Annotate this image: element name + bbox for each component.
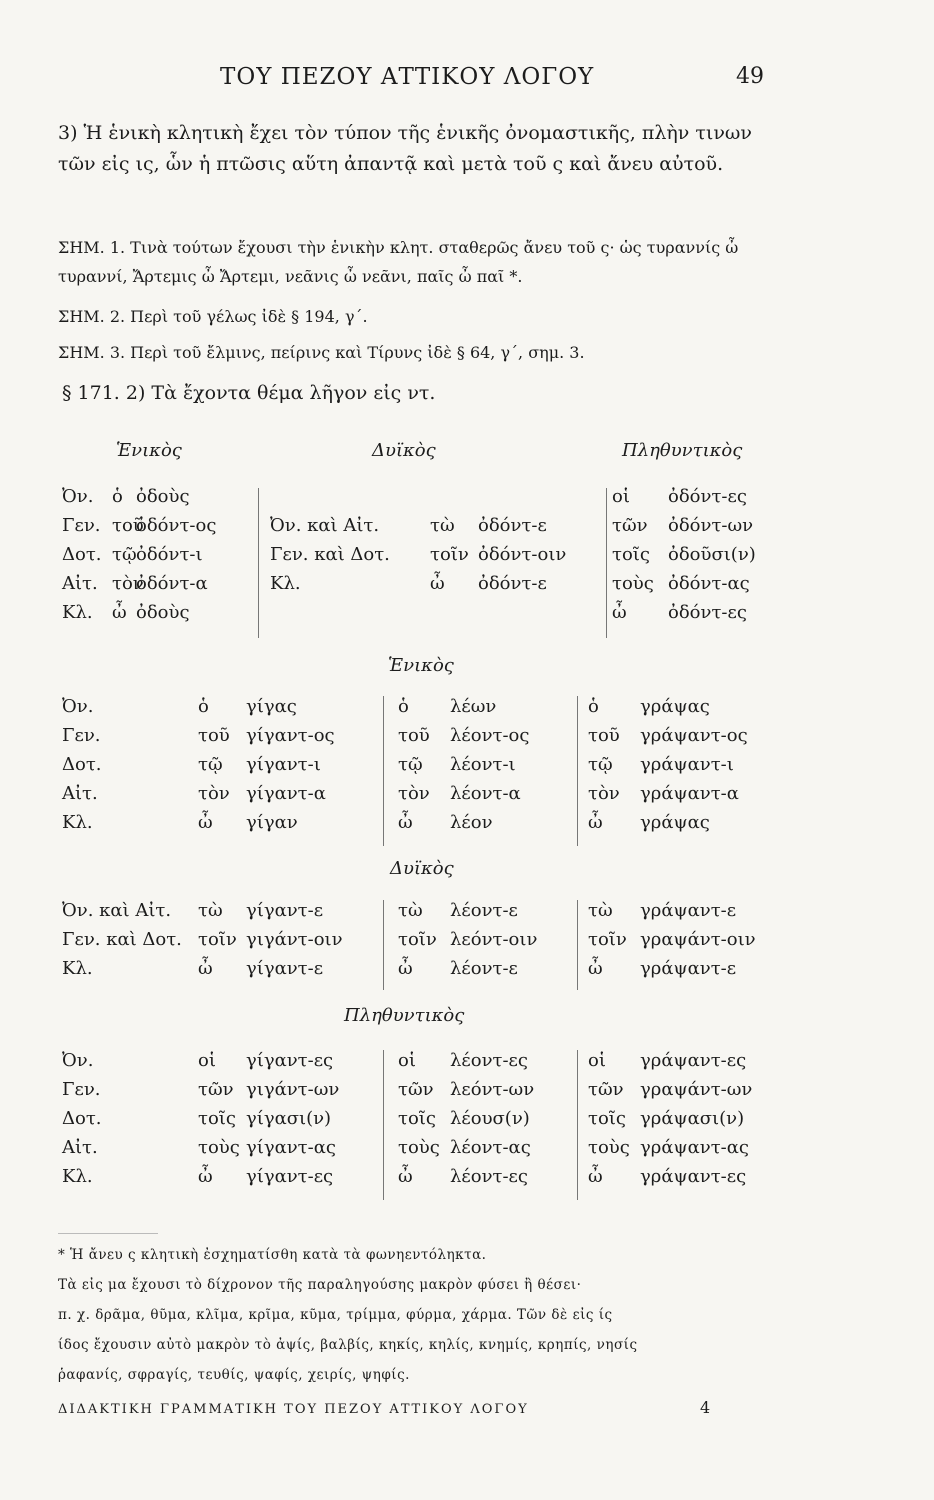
case-label: Αἰτ. — [62, 573, 98, 594]
article: οἱ — [612, 486, 630, 507]
article: τῶν — [398, 1079, 434, 1100]
word-form: ὀδόντ-ε — [478, 573, 547, 594]
case-label: Γεν. καὶ Δοτ. — [270, 544, 390, 565]
case-label: Δοτ. — [62, 1108, 102, 1129]
word-form: γίγαντ-α — [246, 783, 326, 804]
article: ὦ — [398, 958, 413, 979]
article: ὦ — [398, 1166, 413, 1187]
word-form: λέον — [450, 812, 493, 833]
word-form: ὀδόντ-ων — [668, 515, 754, 536]
odous-dual-head: Δυϊκὸς — [372, 440, 436, 461]
case-label: Ὀν. καὶ Αἰτ. — [62, 900, 172, 921]
article: ὦ — [198, 812, 213, 833]
word-form: ὀδοὺς — [136, 602, 190, 623]
article: τοῖς — [398, 1108, 436, 1129]
column-divider — [577, 1050, 578, 1200]
article: τοῖς — [612, 544, 650, 565]
word-form: γράψαντ-ε — [640, 958, 737, 979]
case-label: Αἰτ. — [62, 783, 98, 804]
article: τοῖν — [398, 929, 437, 950]
word-form: γίγαντ-ε — [246, 958, 324, 979]
word-form: γίγαν — [246, 812, 298, 833]
odous-singular-head: Ἑνικὸς — [116, 440, 182, 461]
column-divider — [577, 696, 578, 846]
word-form: γίγαντ-ας — [246, 1137, 336, 1158]
article: ὦ — [588, 1166, 603, 1187]
column-divider — [383, 696, 384, 846]
footnote-line: Τὰ εἰς μα ἔχουσι τὸ δίχρονον τῆς παραληγούσης μακρὸν φύσει ἢ θέσει· — [58, 1277, 582, 1293]
word-form: γίγαντ-ες — [246, 1050, 334, 1071]
footnote-line: ίδος ἔχουσιν αὐτὸ μακρὸν τὸ ἀψίς, βαλβίς, κηκίς, κηλίς, κνημίς, κρηπίς, νησίς — [58, 1337, 638, 1353]
case-label: Ὀν. — [62, 486, 94, 507]
case-label: Γεν. — [62, 515, 101, 536]
case-label: Κλ. — [62, 602, 93, 623]
big-plural-head: Πληθυντικὸς — [344, 1005, 465, 1026]
article: ὦ — [112, 602, 127, 623]
case-label: Κλ. — [62, 958, 93, 979]
case-label: Δοτ. — [62, 544, 102, 565]
article: ὦ — [198, 958, 213, 979]
word-form: γίγαντ-ες — [246, 1166, 334, 1187]
word-form: ὀδόντ-ε — [478, 515, 547, 536]
article: ὦ — [588, 812, 603, 833]
case-label: Δοτ. — [62, 754, 102, 775]
article: τοὺς — [198, 1137, 240, 1158]
column-divider — [383, 1050, 384, 1200]
column-divider — [577, 900, 578, 990]
article: τοῖς — [588, 1108, 626, 1129]
word-form: γιγάντ-ων — [246, 1079, 340, 1100]
word-form: ὀδόντ-ες — [668, 602, 747, 623]
word-form: γράψαντ-ος — [640, 725, 748, 746]
article: τῷ — [588, 754, 613, 775]
article: τοῖν — [430, 544, 469, 565]
case-label: Κλ. — [270, 573, 301, 594]
article: τὼ — [398, 900, 423, 921]
word-form: γράψαντ-ας — [640, 1137, 749, 1158]
article: ὁ — [198, 696, 209, 717]
article: ὁ — [588, 696, 599, 717]
word-form: γίγας — [246, 696, 297, 717]
word-form: λέοντ-ε — [450, 900, 518, 921]
article: τὸν — [198, 783, 230, 804]
column-divider — [383, 900, 384, 990]
signature-mark: 4 — [700, 1398, 711, 1417]
column-divider — [606, 488, 607, 638]
running-header: ΤΟΥ ΠΕΖΟΥ ΑΤΤΙΚΟΥ ΛΟΓΟΥ — [220, 64, 595, 90]
word-form: λέουσ(ν) — [450, 1108, 530, 1129]
word-form: ὀδόντ-οιν — [478, 544, 567, 565]
word-form: γράψαντ-ες — [640, 1166, 747, 1187]
article: ὁ — [398, 696, 409, 717]
article: ὦ — [430, 573, 445, 594]
word-form: γράψασι(ν) — [640, 1108, 745, 1129]
case-label: Γεν. καὶ Δοτ. — [62, 929, 182, 950]
article: τῶν — [198, 1079, 234, 1100]
word-form: λέοντ-ε — [450, 958, 518, 979]
article: ὦ — [198, 1166, 213, 1187]
article: τοῖς — [198, 1108, 236, 1129]
article: τὸν — [588, 783, 620, 804]
article: τὼ — [198, 900, 223, 921]
word-form: λεόντ-ων — [450, 1079, 535, 1100]
article: ὦ — [612, 602, 627, 623]
article: τοῖν — [198, 929, 237, 950]
article: τοὺς — [588, 1137, 630, 1158]
article: τῷ — [398, 754, 423, 775]
section-heading: § 171. 2) Τὰ ἔχοντα θέμα λῆγον εἰς ντ. — [62, 382, 436, 404]
case-label: Αἰτ. — [62, 1137, 98, 1158]
word-form: λέοντ-ι — [450, 754, 516, 775]
article: τοῦ — [112, 515, 144, 536]
case-label: Γεν. — [62, 725, 101, 746]
note-2: ΣΗΜ. 2. Περὶ τοῦ γέλως ἰδὲ § 194, γ΄. — [58, 307, 368, 326]
book-footer: ΔΙΔΑΚΤΙΚΗ ΓΡΑΜΜΑΤΙΚΗ ΤΟΥ ΠΕΖΟΥ ΑΤΤΙΚΟΥ ΛΟΓΟΥ — [58, 1402, 529, 1417]
article: ὦ — [398, 812, 413, 833]
word-form: ὀδοῦσι(ν) — [668, 544, 756, 565]
word-form: ὀδόντ-ος — [136, 515, 217, 536]
big-dual-head: Δυϊκὸς — [390, 858, 454, 879]
word-form: λέοντ-ας — [450, 1137, 531, 1158]
article: τοῦ — [398, 725, 430, 746]
page-number: 49 — [736, 64, 764, 89]
article: οἱ — [398, 1050, 416, 1071]
word-form: γίγασι(ν) — [246, 1108, 332, 1129]
footnote-line: π. χ. δρᾶμα, θῦμα, κλῖμα, κρῖμα, κῦμα, τρίμμα, φύρμα, χάρμα. Τῶν δὲ εἰς ίς — [58, 1307, 613, 1323]
article: τὼ — [430, 515, 455, 536]
article: τὸν — [398, 783, 430, 804]
article: τῶν — [588, 1079, 624, 1100]
word-form: γίγαντ-ι — [246, 754, 321, 775]
article: τοὺς — [398, 1137, 440, 1158]
case-label: Κλ. — [62, 812, 93, 833]
word-form: λέοντ-ες — [450, 1166, 528, 1187]
footnote-rule — [58, 1233, 158, 1234]
word-form: ὀδόντ-ι — [136, 544, 203, 565]
word-form: γράψαντ-ι — [640, 754, 734, 775]
word-form: λέοντ-ες — [450, 1050, 528, 1071]
note-1: ΣΗΜ. 1. Τινὰ τούτων ἔχουσι τὴν ἑνικὴν κλητ. σταθερῶς ἄνευ τοῦ ς· ὡς τυραννίς ὦ τυραννί, Ἄρτεμις ὦ Ἄρτεμι, νεᾶνις ὦ νεᾶνι, παῖς ὦ παῖ *. — [58, 238, 739, 286]
article: οἱ — [588, 1050, 606, 1071]
word-form: γιγάντ-οιν — [246, 929, 343, 950]
article: τὼ — [588, 900, 613, 921]
column-divider — [258, 488, 259, 638]
word-form: ὀδοὺς — [136, 486, 190, 507]
word-form: ὀδόντ-α — [136, 573, 208, 594]
word-form: λέοντ-ος — [450, 725, 530, 746]
rule-3-paragraph: 3) Ἡ ἑνικὴ κλητικὴ ἔχει τὸν τύπον τῆς ἑνικῆς ὀνομαστικῆς, πλὴν τινων τῶν εἰς ις, ὧν ἡ πτῶσις αὕτη ἀπαντᾷ καὶ μετὰ τοῦ ς καὶ ἄνευ αὐτοῦ. — [58, 122, 752, 175]
word-form: γραψάντ-ων — [640, 1079, 753, 1100]
note-3: ΣΗΜ. 3. Περὶ τοῦ ἔλμινς, πείρινς καὶ Τίρυνς ἰδὲ § 64, γ΄, σημ. 3. — [58, 343, 585, 362]
word-form: ὀδόντ-ας — [668, 573, 750, 594]
article: τῷ — [112, 544, 137, 565]
case-label: Ὀν. καὶ Αἰτ. — [270, 515, 380, 536]
footnote-line: ῥαφανίς, σφραγίς, τευθίς, ψαφίς, χειρίς, ψηφίς. — [58, 1367, 410, 1383]
article: τῷ — [198, 754, 223, 775]
word-form: γράψαντ-α — [640, 783, 739, 804]
word-form: γίγαντ-ος — [246, 725, 335, 746]
word-form: λέοντ-α — [450, 783, 521, 804]
article: τὸν — [112, 573, 144, 594]
odous-plural-head: Πληθυντικὸς — [622, 440, 743, 461]
article: ὁ — [112, 486, 123, 507]
article: τῶν — [612, 515, 648, 536]
article: τοῦ — [198, 725, 230, 746]
word-form: γράψας — [640, 812, 710, 833]
article: οἱ — [198, 1050, 216, 1071]
word-form: γράψας — [640, 696, 710, 717]
word-form: γράψαντ-ε — [640, 900, 737, 921]
word-form: γίγαντ-ε — [246, 900, 324, 921]
word-form: λέων — [450, 696, 497, 717]
case-label: Ὀν. — [62, 1050, 94, 1071]
word-form: γραψάντ-οιν — [640, 929, 756, 950]
article: ὦ — [588, 958, 603, 979]
article: τοῦ — [588, 725, 620, 746]
word-form: ὀδόντ-ες — [668, 486, 747, 507]
big-singular-head: Ἑνικὸς — [388, 655, 454, 676]
footnote-line: * Ἡ ἄνευ ς κλητικὴ ἐσχηματίσθη κατὰ τὰ φωνηεντόληκτα. — [58, 1247, 487, 1263]
case-label: Γεν. — [62, 1079, 101, 1100]
case-label: Ὀν. — [62, 696, 94, 717]
case-label: Κλ. — [62, 1166, 93, 1187]
article: τοῖν — [588, 929, 627, 950]
word-form: λεόντ-οιν — [450, 929, 538, 950]
article: τοὺς — [612, 573, 654, 594]
word-form: γράψαντ-ες — [640, 1050, 747, 1071]
